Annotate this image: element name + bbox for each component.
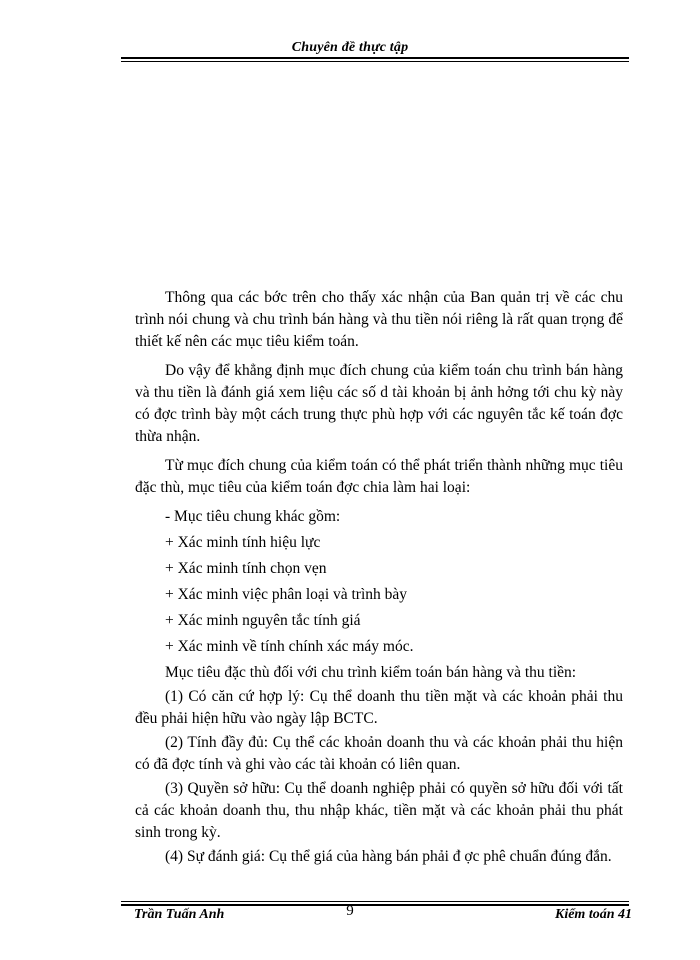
specific-point: (1) Có căn cứ hợp lý: Cụ thể doanh thu tiền mặt và các khoản phải thu đều phải hiện hữu vào ngày lập BCTC.: [135, 688, 623, 727]
list-item: + Xác minh nguyên tắc tính giá: [165, 612, 361, 629]
footer-author: Trần Tuấn Anh: [134, 907, 225, 922]
specific-point: (3) Quyền sở hữu: Cụ thể doanh nghiệp phải có quyền sở hữu đối với tất cả các khoản doanh thu, thu nhập khác, tiền mặt và các khoản phải thu phát sinh trong kỳ.: [135, 780, 623, 841]
specific-point: (4) Sự đánh giá: Cụ thể giá của hàng bán phải đ ợc phê chuẩn đúng đắn.: [165, 848, 612, 865]
list-item: + Xác minh việc phân loại và trình bày: [165, 586, 408, 603]
document-body: [135, 287, 623, 870]
paragraph: Do vậy để khẳng định mục đích chung của kiểm toán chu trình bán hàng và thu tiền là đánh giá xem liệu các số d tài khoản bị ảnh hởng tới chu kỳ này có đợc trình bày một cách trung thực phù hợp với các nguyên tắc kế toán đợc thừa nhận.: [135, 362, 623, 445]
footer-rule-thin: [121, 901, 629, 902]
specific-intro: Mục tiêu đặc thù đối với chu trình kiểm toán bán hàng và thu tiền:: [165, 664, 577, 681]
header-rule-thick: [121, 57, 629, 59]
paragraph: Từ mục đích chung của kiểm toán có thể phát triển thành những mục tiêu đặc thù, mục tiêu của kiểm toán đợc chia làm hai loại:: [135, 457, 623, 496]
specific-point: (2) Tính đầy đủ: Cụ thể các khoản doanh thu và các khoản phải thu hiện có đã đợc tính và ghi vào các tài khoản có liên quan.: [135, 734, 623, 773]
page-number: 9: [346, 903, 354, 919]
list-item: + Xác minh tính hiệu lực: [165, 534, 321, 551]
list-item: + Xác minh tính chọn vẹn: [165, 560, 327, 577]
header-rule-thin: [121, 61, 629, 62]
list-item: + Xác minh về tính chính xác máy móc.: [165, 638, 414, 655]
list-intro: - Mục tiêu chung khác gồm:: [165, 508, 341, 525]
footer-class: Kiểm toán 41: [554, 907, 632, 922]
header-title: Chuyên đề thực tập: [291, 40, 409, 55]
paragraph: Thông qua các bớc trên cho thấy xác nhận của Ban quản trị về các chu trình nói chung và chu trình bán hàng và thu tiền nói riêng là rất quan trọng để thiết kế nên các mục tiêu kiểm toán.: [135, 289, 623, 350]
